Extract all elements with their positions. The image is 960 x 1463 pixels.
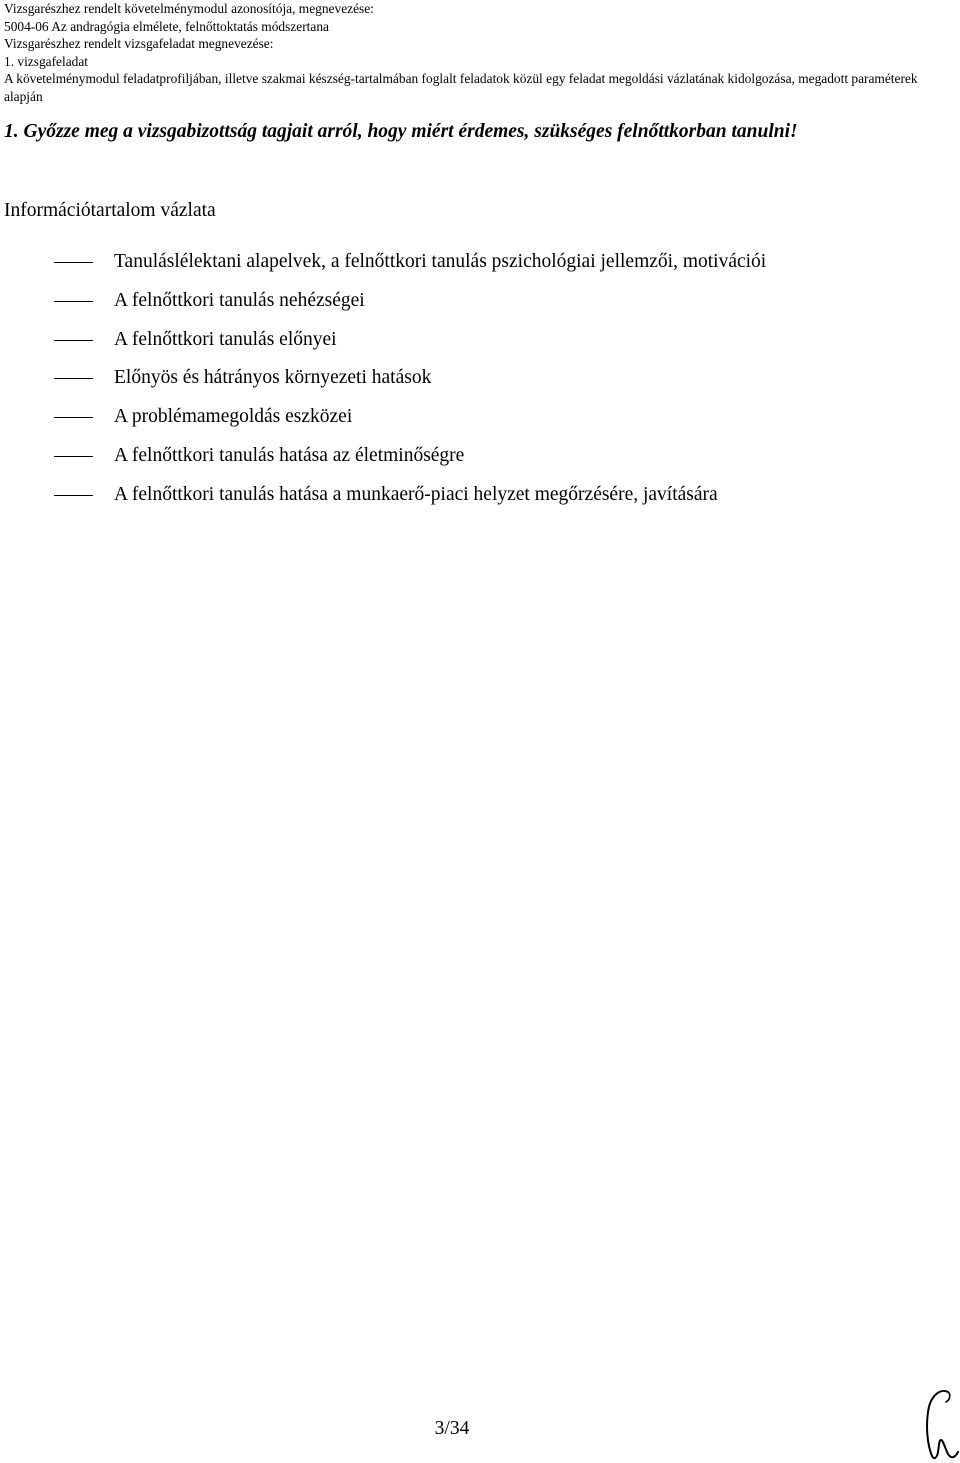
- document-header: [4, 0, 954, 106]
- dash-bullet-icon: [54, 378, 93, 379]
- outline-item-text: Tanuláslélektani alapelvek, a felnőttkori tanulás pszichológiai jellemzői, motivációi: [114, 251, 767, 272]
- exam-task-description: A követelménymodul feladatprofiljában, illetve szakmai készség-tartalmában foglalt feladatok közül egy feladat megoldási vázlatának kidolgozása, megadott paraméterek alapján: [4, 71, 918, 104]
- outline-item: [0, 326, 960, 365]
- outline-item: [0, 442, 960, 481]
- outline-item: [0, 481, 960, 520]
- page-number: 3/34: [434, 1418, 470, 1439]
- outline-item: [0, 287, 960, 326]
- outline-item-text: A problémamegoldás eszközei: [114, 406, 353, 428]
- outline-item-text: Előnyös és hátrányos környezeti hatások: [114, 367, 432, 389]
- dash-bullet-icon: [54, 456, 93, 457]
- dash-bullet-icon: [54, 301, 93, 302]
- outline-item-text: A felnőttkori tanulás előnyei: [114, 328, 337, 350]
- outline-list: [0, 248, 960, 520]
- dash-bullet-icon: [54, 417, 93, 418]
- dash-bullet-icon: [54, 340, 93, 341]
- module-id-label: Vizsgarészhez rendelt követelménymodul azonosítója, megnevezése:: [4, 1, 374, 16]
- outline-item: [0, 364, 960, 403]
- outline-item: [0, 403, 960, 442]
- dash-bullet-icon: [54, 262, 93, 263]
- outline-item-text: A felnőttkori tanulás nehézségei: [114, 289, 365, 311]
- exam-task-name: 1. vizsgafeladat: [4, 53, 89, 69]
- signature-icon: [918, 1386, 960, 1463]
- exam-task-label: Vizsgarészhez rendelt vizsgafeladat megnevezése:: [4, 36, 274, 52]
- outline-item-text: A felnőttkori tanulás hatása az életminőségre: [114, 444, 465, 466]
- outline-item: [0, 248, 960, 287]
- task-title: 1. Győzze meg a vizsgabizottság tagjait arról, hogy miért érdemes, szükséges felnőttkorban tanulni!: [4, 121, 798, 142]
- outline-item-text: A felnőttkori tanulás hatása a munkaerő-piaci helyzet megőrzésére, javítására: [114, 483, 718, 505]
- section-heading: Információtartalom vázlata: [4, 200, 216, 221]
- module-name: 5004-06 Az andragógia elmélete, felnőttoktatás módszertana: [4, 18, 329, 34]
- dash-bullet-icon: [54, 495, 93, 496]
